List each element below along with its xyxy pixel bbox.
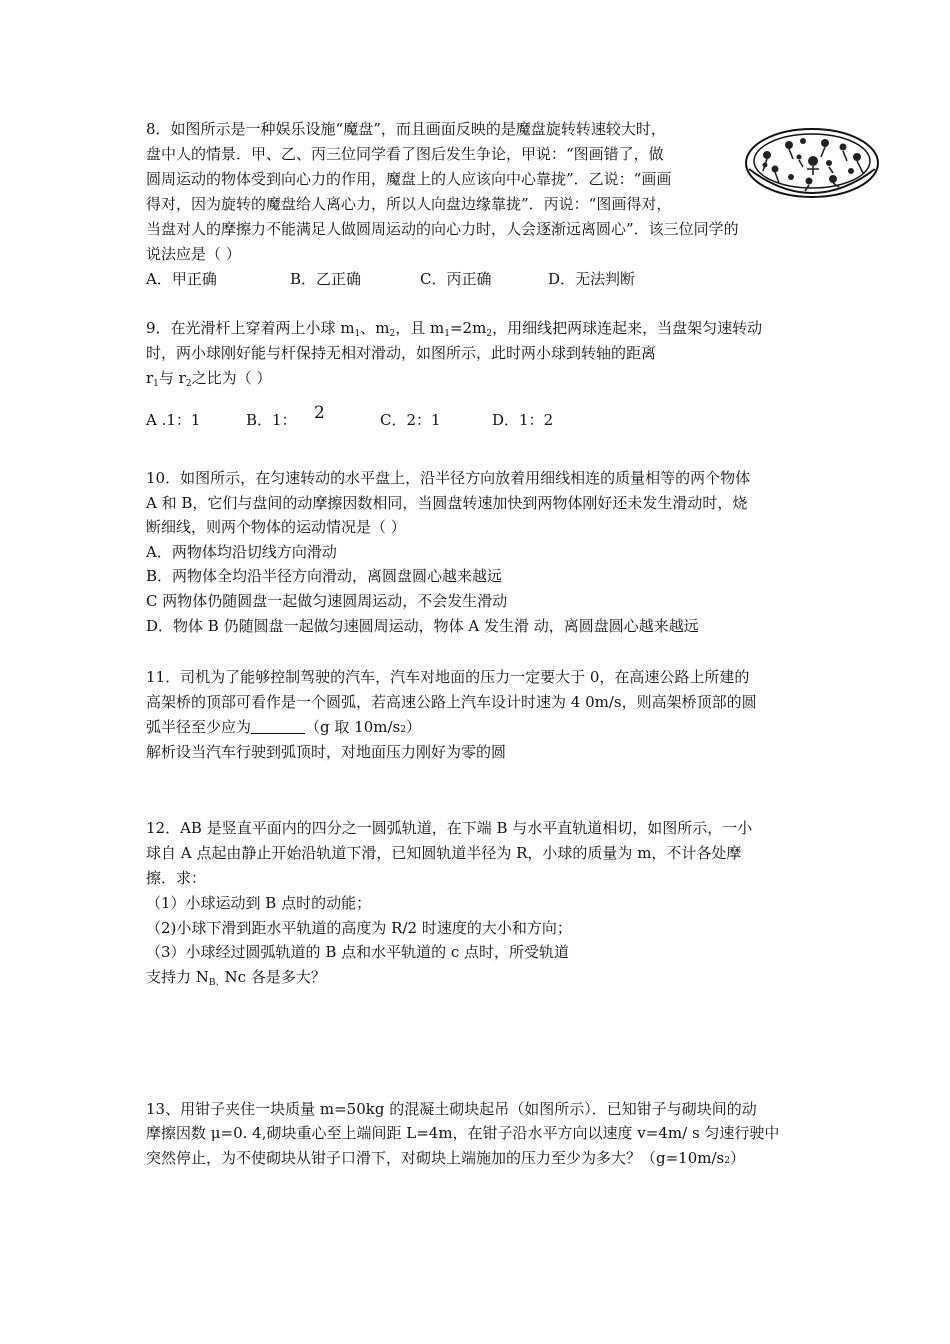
q13-superscript: 2 bbox=[724, 1156, 730, 1166]
q9-sub: 1 bbox=[153, 379, 159, 389]
q12-text: 支持力 N bbox=[146, 968, 209, 986]
q10-option-c: C 两物体仍随圆盘一起做匀速圆周运动，不会发生滑动 bbox=[146, 592, 508, 610]
q12-part-3: （3）小球经过圆弧轨道的 B 点和水平轨道的 c 点时，所受轨道 bbox=[146, 943, 570, 961]
q9-sub: 2 bbox=[486, 329, 493, 339]
q12-text: Nc 各是多大？ bbox=[224, 968, 326, 986]
q11-text: （g 取 10m/s bbox=[305, 718, 401, 736]
q10-line-2: A 和 B，它们与盘间的动摩擦因数相同，当圆盘转速加快到两物体刚好还未发生滑动时，烧 bbox=[146, 494, 748, 512]
q9-option-c: C．2：1 bbox=[380, 411, 441, 429]
q9-line-3 bbox=[146, 366, 271, 396]
q10-option-b: B．两物体全均沿半径方向滑动，离圆盘圆心越来越远 bbox=[146, 567, 503, 585]
q8-line-2: 盘中人的情景．甲、乙、丙三位同学看了图后发生争论，甲说：“图画错了，做 bbox=[146, 145, 664, 163]
q9-text: =2m bbox=[449, 319, 487, 337]
q13-text: 突然停止，为不使砌块从钳子口滑下，对砌块上端施加的压力至少为多大？（g=10m/s bbox=[146, 1149, 725, 1167]
q9-option-d: D．1：2 bbox=[492, 411, 554, 429]
q11-line-1: 11．司机为了能够控制驾驶的汽车，汽车对地面的压力一定要大于 0，在高速公路上所建的 bbox=[146, 668, 750, 686]
q9-option-b-value: 2 bbox=[314, 403, 325, 423]
q11-text: ） bbox=[405, 718, 421, 736]
q10-option-d: D．物体 B 仍随圆盘一起做匀速圆周运动，物体 A 发生滑 动，离圆盘圆心越来越远 bbox=[146, 617, 699, 635]
q12-line-2: 球自 A 点起由静止开始沿轨道下滑，已知圆轨道半径为 R，小球的质量为 m，不计各处摩 bbox=[146, 844, 742, 862]
q12-line-1: 12．AB 是竖直平面内的四分之一圆弧轨道，在下端 B 与水平直轨道相切，如图所示，一小 bbox=[146, 819, 753, 837]
q13-text: ） bbox=[729, 1149, 745, 1167]
q12-sub: B、 bbox=[208, 978, 225, 988]
q8-line-4: 得对，因为旋转的魔盘给人离心力，所以人向盘边缘靠拢”．丙说：“图画得对， bbox=[146, 195, 672, 213]
q8-line-5: 当盘对人的摩擦力不能满足人做圆周运动的向心力时，人会逐渐远离圆心”．该三位同学的 bbox=[146, 220, 739, 238]
q12-part-2: （2)小球下滑到距水平轨道的高度为 R/2 时速度的大小和方向； bbox=[146, 919, 572, 937]
q8-option-d: D．无法判断 bbox=[548, 270, 636, 288]
q9-text: ，且 m bbox=[395, 319, 445, 337]
q9-text: ，用细线把两球连起来，当盘架匀速转动 bbox=[492, 319, 763, 337]
q12-line-7 bbox=[146, 965, 326, 995]
q12-part-1: （1）小球运动到 B 点时的动能； bbox=[146, 894, 372, 912]
q13-line-3 bbox=[146, 1146, 745, 1173]
q8-line-1: 8．如图所示是一种娱乐设施“魔盘”，而且画面反映的是魔盘旋转转速较大时， bbox=[146, 120, 666, 138]
q11-text: 弧半径至少应为 bbox=[146, 718, 252, 736]
q11-line-3 bbox=[146, 715, 421, 742]
q13-line-1: 13、用钳子夹住一块质量 m=50kg 的混凝土砌块起吊（如图所示）．已知钳子与砌块间的动 bbox=[146, 1100, 757, 1118]
q11-superscript: 2 bbox=[400, 725, 406, 735]
q10-line-3: 断细线，则两个物体的运动情况是（ ） bbox=[146, 518, 406, 536]
q9-option-b: B．1： bbox=[246, 411, 297, 429]
q9-sub: 1 bbox=[354, 329, 361, 339]
q9-text: 与 r bbox=[158, 369, 186, 387]
q8-line-3: 圆周运动的物体受到向心力的作用，魔盘上的人应该向中心靠拢”．乙说：“画画 bbox=[146, 170, 672, 188]
q10-line-1: 10．如图所示，在匀速转动的水平盘上，沿半径方向放着用细线相连的质量相等的两个物体 bbox=[146, 469, 751, 487]
q9-sub: 1 bbox=[444, 329, 450, 339]
q10-option-a: A．两物体均沿切线方向滑动 bbox=[146, 543, 337, 561]
q13-line-2: 摩擦因数 μ=0. 4,砌块重心至上端间距 L=4m，在钳子沿水平方向以速度 v=4m/ s 匀速行驶中 bbox=[146, 1124, 780, 1142]
q9-sub: 2 bbox=[389, 329, 396, 339]
q9-text: 之比为（ ） bbox=[191, 369, 272, 387]
q8-line-6: 说法应是（ ） bbox=[146, 245, 241, 263]
answer-blank bbox=[251, 719, 305, 734]
q9-option-a: A .1：1 bbox=[146, 411, 201, 429]
q9-sub: 2 bbox=[185, 379, 192, 389]
q11-line-2: 高架桥的顶部可看作是一个圆弧，若高速公路上汽车设计时速为 4 0m/s，则高架桥顶部的圆 bbox=[146, 693, 757, 711]
q8-option-b: B．乙正确 bbox=[290, 270, 362, 288]
q9-text: r bbox=[146, 369, 154, 387]
q9-line-2: 时，两小球刚好能与杆保持无相对滑动，如图所示，此时两小球到转轴的距离 bbox=[146, 344, 657, 362]
q8-option-c: C．丙正确 bbox=[420, 270, 492, 288]
q8-option-a: A．甲正确 bbox=[146, 270, 217, 288]
q11-line-4: 解析设当汽车行驶到弧顶时，对地面压力刚好为零的圆 bbox=[146, 743, 507, 761]
q9-text: 、m bbox=[360, 319, 390, 337]
q9-text: 9．在光滑杆上穿着两上小球 m bbox=[146, 319, 355, 337]
magic-disc-figure bbox=[743, 125, 881, 203]
q12-line-3: 擦．求： bbox=[146, 869, 207, 887]
